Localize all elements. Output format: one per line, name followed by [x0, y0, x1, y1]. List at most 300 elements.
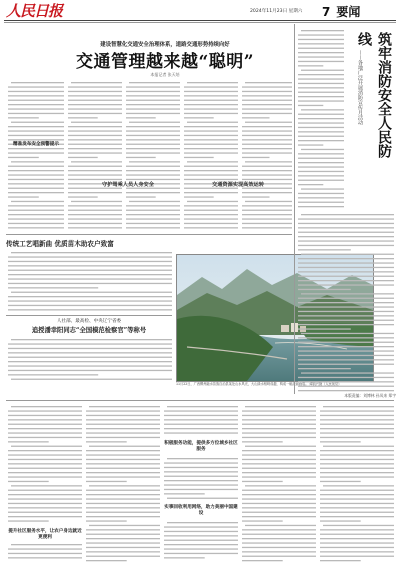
text-line — [8, 361, 172, 362]
text-line — [126, 100, 180, 101]
text-line — [242, 95, 292, 96]
text-line — [11, 485, 82, 486]
text-line — [86, 534, 160, 535]
text-line — [167, 498, 238, 499]
left-story-kicker: 人社部、最高检、中央辽宁省委 — [56, 319, 122, 324]
text-line — [164, 557, 205, 558]
text-line — [184, 218, 238, 219]
text-line — [242, 547, 316, 548]
text-line — [298, 386, 394, 387]
text-line — [320, 529, 394, 530]
text-line — [298, 105, 323, 106]
text-line — [242, 174, 292, 175]
text-line — [86, 556, 160, 557]
text-line — [298, 377, 394, 378]
text-line — [298, 153, 344, 154]
text-column-1 — [8, 80, 64, 230]
text-line — [184, 174, 238, 175]
text-line — [298, 368, 351, 369]
text-line — [242, 227, 292, 228]
text-line — [126, 108, 180, 109]
text-line — [8, 210, 64, 211]
text-line — [126, 152, 180, 153]
text-line — [71, 82, 122, 83]
lead-kicker: 建设智慧化交通安全治理体系，道路交通形势持续向好 — [100, 42, 230, 48]
text-line — [242, 538, 316, 539]
text-line — [242, 463, 316, 464]
text-line — [8, 459, 82, 460]
lead-subhead-1: 精准发布安全预警提示 — [13, 142, 59, 147]
bottom-column-1b — [8, 542, 82, 562]
text-line — [8, 410, 82, 411]
left-story-2-body — [8, 337, 172, 383]
left-story-body — [8, 250, 172, 312]
text-line — [8, 503, 82, 504]
text-line — [11, 544, 82, 545]
text-line — [68, 126, 122, 127]
text-line — [242, 542, 316, 543]
text-column-4 — [184, 80, 238, 230]
text-line — [184, 170, 238, 171]
text-line — [129, 122, 180, 123]
text-line — [126, 113, 180, 114]
text-column — [8, 30, 56, 38]
text-line — [68, 144, 122, 145]
text-line — [8, 179, 64, 180]
text-lines — [242, 80, 292, 230]
text-line — [126, 166, 180, 167]
text-line — [298, 171, 344, 172]
text-line — [86, 476, 160, 477]
text-line — [320, 507, 394, 508]
text-line — [242, 516, 316, 517]
bottom-column-2 — [86, 404, 160, 562]
text-line — [126, 86, 180, 87]
text-line — [68, 174, 122, 175]
text-line — [11, 339, 172, 340]
text-line — [68, 130, 122, 131]
bottom-column-3a — [164, 404, 238, 436]
text-line — [126, 135, 180, 136]
text-line — [164, 428, 238, 429]
text-line — [11, 446, 82, 447]
text-line — [298, 223, 394, 224]
text-line — [164, 424, 238, 425]
text-line — [242, 534, 316, 535]
text-line — [8, 170, 64, 171]
text-lines — [298, 28, 344, 208]
text-line — [298, 258, 394, 259]
text-line — [68, 108, 122, 109]
text-line — [164, 531, 238, 532]
text-line — [8, 287, 98, 288]
text-line — [167, 458, 238, 459]
text-line — [242, 520, 283, 521]
text-line — [126, 210, 180, 211]
text-line — [298, 311, 394, 312]
text-line — [242, 468, 316, 469]
text-line — [8, 104, 64, 105]
text-line — [298, 262, 394, 263]
text-line — [8, 91, 64, 92]
text-line — [320, 503, 394, 504]
text-line — [298, 359, 394, 360]
text-line — [320, 410, 394, 411]
text-line — [298, 140, 344, 141]
page-editors: 本版责编：刘博林 孙凤来 郑宇 — [344, 393, 396, 398]
text-line — [164, 553, 238, 554]
text-line — [184, 104, 238, 105]
text-line — [86, 507, 160, 508]
text-line — [86, 520, 127, 521]
text-line — [68, 117, 98, 118]
text-line — [242, 152, 292, 153]
text-line — [8, 205, 64, 206]
lead-subhead-3: 交通资源实现高效运转 — [212, 182, 264, 188]
text-line — [184, 210, 238, 211]
text-line — [320, 542, 394, 543]
text-line — [323, 406, 394, 407]
text-line — [298, 337, 394, 338]
text-line — [298, 267, 394, 268]
page-number: 7 — [322, 5, 331, 19]
text-line — [11, 292, 172, 293]
text-line — [164, 480, 238, 481]
bottom-subhead-1: 积极服务功能，提供多方位城乡社区服务 — [164, 441, 238, 452]
text-line — [242, 415, 316, 416]
text-line — [126, 130, 180, 131]
text-line — [242, 148, 292, 149]
text-line — [8, 283, 172, 284]
text-line — [126, 196, 156, 197]
text-line — [184, 100, 238, 101]
text-line — [320, 454, 394, 455]
text-line — [86, 472, 160, 473]
text-line — [126, 179, 180, 180]
text-line — [68, 205, 122, 206]
text-line — [242, 104, 292, 105]
text-line — [8, 454, 82, 455]
text-line — [164, 432, 238, 433]
text-line — [301, 214, 394, 215]
text-line — [320, 419, 394, 420]
text-lines — [8, 250, 172, 312]
column-rule — [294, 24, 295, 394]
text-line — [298, 83, 344, 84]
text-line — [298, 232, 394, 233]
text-line — [86, 428, 160, 429]
text-line — [298, 61, 344, 62]
text-line — [184, 95, 238, 96]
left-story-headline: 传统工艺唱新曲 优质苗木助农户致富 — [6, 240, 114, 248]
text-line — [68, 104, 122, 105]
text-column-3 — [126, 80, 180, 230]
text-line — [298, 328, 351, 329]
text-line — [298, 324, 394, 325]
text-line — [298, 114, 344, 115]
text-line — [298, 289, 351, 290]
text-line — [68, 218, 122, 219]
text-line — [298, 240, 394, 241]
text-line — [164, 484, 238, 485]
text-line — [8, 494, 82, 495]
text-line — [86, 459, 160, 460]
text-line — [126, 139, 180, 140]
text-line — [8, 309, 172, 310]
text-line — [8, 214, 64, 215]
text-line — [8, 520, 49, 521]
text-line — [187, 201, 238, 202]
text-line — [8, 227, 64, 228]
text-line — [242, 100, 292, 101]
text-line — [242, 214, 292, 215]
text-line — [68, 113, 122, 114]
text-line — [298, 249, 351, 250]
text-line — [242, 179, 292, 180]
text-line — [320, 490, 394, 491]
text-line — [298, 52, 344, 53]
section-divider — [6, 234, 292, 235]
text-line — [184, 130, 238, 131]
text-line — [320, 498, 394, 499]
text-line — [298, 122, 344, 123]
text-line — [8, 557, 82, 558]
text-line — [242, 170, 292, 171]
text-line — [164, 526, 238, 527]
text-line — [129, 201, 180, 202]
text-line — [242, 86, 292, 87]
text-line — [242, 441, 283, 442]
text-line — [298, 315, 394, 316]
text-line — [298, 96, 344, 97]
text-line — [298, 346, 394, 347]
text-line — [126, 205, 180, 206]
text-line — [184, 144, 238, 145]
text-line — [298, 34, 344, 35]
text-line — [320, 472, 394, 473]
text-lines — [164, 404, 238, 436]
text-line — [184, 205, 238, 206]
text-line — [298, 320, 394, 321]
text-line — [298, 197, 344, 198]
text-line — [242, 432, 316, 433]
text-line — [86, 441, 127, 442]
text-line — [242, 192, 292, 193]
text-line — [320, 516, 394, 517]
text-line — [184, 86, 238, 87]
text-line — [86, 551, 160, 552]
text-line — [298, 306, 394, 307]
text-line — [301, 333, 394, 334]
text-line — [164, 476, 238, 477]
text-line — [184, 179, 238, 180]
text-line — [89, 406, 160, 407]
text-line — [242, 130, 292, 131]
text-line — [242, 437, 316, 438]
text-line — [86, 516, 160, 517]
text-line — [11, 252, 172, 253]
text-line — [298, 100, 344, 101]
text-line — [8, 415, 82, 416]
text-line — [129, 161, 180, 162]
text-lines — [126, 80, 180, 230]
text-line — [298, 48, 344, 49]
text-line — [320, 512, 394, 513]
text-line — [86, 424, 160, 425]
text-line — [86, 415, 160, 416]
text-line — [242, 490, 316, 491]
text-line — [320, 432, 394, 433]
text-line — [89, 485, 160, 486]
text-line — [164, 548, 238, 549]
text-line — [8, 352, 172, 353]
text-line — [320, 520, 361, 521]
text-line — [298, 175, 344, 176]
text-line — [298, 381, 394, 382]
text-line — [320, 450, 394, 451]
text-line — [298, 276, 394, 277]
text-line — [8, 95, 64, 96]
text-line — [184, 135, 238, 136]
text-line — [298, 350, 394, 351]
text-line — [126, 192, 180, 193]
text-line — [242, 428, 316, 429]
text-line — [298, 74, 344, 75]
text-line — [184, 152, 238, 153]
issue-date: 2024年11月23日 星期六 — [250, 9, 303, 14]
masthead-rule-thin — [4, 22, 396, 23]
text-line — [298, 284, 394, 285]
bottom-column-5 — [320, 404, 394, 562]
text-line — [187, 82, 238, 83]
text-line — [298, 245, 394, 246]
text-line — [86, 437, 160, 438]
text-line — [68, 223, 122, 224]
text-line — [298, 92, 344, 93]
text-line — [68, 227, 122, 228]
text-line — [320, 468, 394, 469]
text-line — [320, 441, 361, 442]
text-line — [8, 86, 64, 87]
text-line — [86, 503, 160, 504]
text-line — [8, 498, 82, 499]
text-line — [8, 348, 172, 349]
text-line — [8, 196, 39, 197]
section-name: 要闻 — [336, 5, 361, 19]
text-line — [320, 476, 394, 477]
text-line — [126, 148, 180, 149]
text-line — [126, 218, 180, 219]
text-line — [298, 87, 344, 88]
text-line — [126, 223, 180, 224]
text-line — [242, 139, 292, 140]
text-line — [298, 302, 394, 303]
text-line — [320, 415, 394, 416]
bottom-divider — [6, 400, 394, 401]
text-lines — [68, 80, 122, 230]
text-line — [164, 419, 238, 420]
text-line — [8, 117, 39, 118]
text-line — [245, 82, 292, 83]
text-line — [8, 218, 64, 219]
text-lines — [298, 212, 394, 392]
text-line — [298, 364, 394, 365]
text-line — [8, 270, 172, 271]
text-line — [164, 535, 238, 536]
text-line — [126, 157, 156, 158]
left-story-headline-2: 追授潘幸阳同志“全国模范检察官”等称号 — [31, 327, 147, 334]
text-line — [298, 166, 344, 167]
text-line — [11, 161, 64, 162]
text-line — [86, 432, 160, 433]
text-line — [301, 188, 344, 189]
text-line — [11, 201, 64, 202]
text-line — [184, 227, 238, 228]
text-line — [298, 390, 394, 391]
text-line — [245, 525, 316, 526]
text-line — [298, 43, 344, 44]
text-line — [242, 551, 316, 552]
text-line — [8, 490, 82, 491]
lead-subhead-2: 守护驾乘人员人身安全 — [102, 182, 154, 188]
text-line — [8, 256, 172, 257]
text-line — [8, 274, 172, 275]
text-line — [86, 419, 160, 420]
text-line — [8, 130, 64, 131]
text-line — [8, 265, 172, 266]
text-line — [298, 236, 394, 237]
bottom-column-1 — [8, 404, 82, 524]
text-line — [164, 540, 238, 541]
text-line — [184, 113, 238, 114]
text-line — [86, 560, 127, 561]
text-line — [86, 454, 160, 455]
text-line — [8, 300, 172, 301]
text-line — [320, 538, 394, 539]
text-line — [245, 161, 292, 162]
text-line — [242, 459, 316, 460]
text-line — [86, 529, 160, 530]
text-line — [298, 131, 344, 132]
text-line — [320, 437, 394, 438]
text-line — [242, 472, 316, 473]
text-line — [8, 148, 64, 149]
text-line — [126, 170, 180, 171]
bottom-column-3c — [164, 520, 238, 562]
text-line — [8, 296, 172, 297]
text-line — [242, 196, 270, 197]
text-lines — [8, 404, 82, 524]
text-line — [86, 468, 160, 469]
text-line — [320, 494, 394, 495]
text-line — [242, 481, 283, 482]
text-line — [68, 100, 122, 101]
text-line — [164, 462, 238, 463]
text-line — [323, 525, 394, 526]
text-line — [184, 166, 238, 167]
text-line — [8, 468, 82, 469]
text-line — [86, 450, 160, 451]
text-line — [164, 467, 238, 468]
text-line — [8, 305, 172, 306]
text-line — [320, 534, 394, 535]
text-line — [8, 507, 82, 508]
text-lines — [8, 337, 172, 383]
text-line — [164, 471, 238, 472]
text-line — [167, 406, 238, 407]
text-line — [184, 126, 238, 127]
text-line — [8, 278, 172, 279]
